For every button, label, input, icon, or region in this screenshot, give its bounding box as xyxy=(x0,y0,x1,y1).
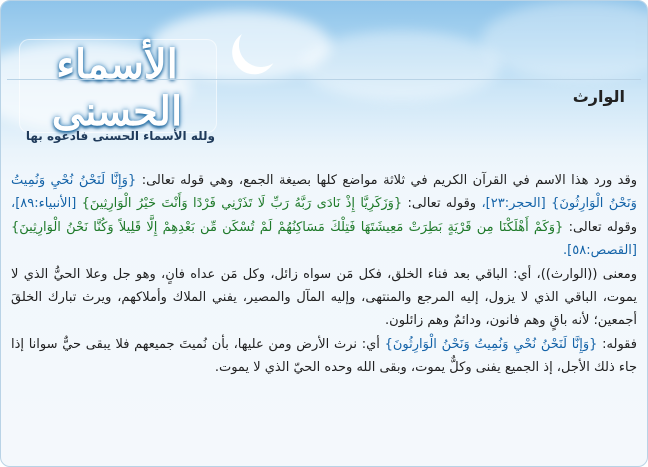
site-tagline: ولله الأسماء الحسنى فادعوه بها xyxy=(25,129,215,143)
p1-intro: وقد ورد هذا الاسم في القرآن الكريم في ثلاثة مواضع كلها بصيغة الجمع، وهي قوله تعالى: xyxy=(141,173,637,188)
paragraph-2: ومعنى ((الوارث))، أي: الباقي بعد فناء الخلق، فكل مَن سواه زائل، وكل مَن عداه فانٍ، وهو جل وعلا الحيُّ الذي لا يموت، الباقي الذي لا يزول، إليه المرجع والمنتهى، وإليه المآل والمصير، يفني الملاك وأملاكهم، ويرث تبارك الخلقَ أجمعين؛ لأنه باقٍ وهم فانون، ودائمٌ وهم زائلون. xyxy=(11,266,637,329)
site-logo: الأسماء الحسنى xyxy=(51,41,183,135)
paragraph-1 xyxy=(11,169,637,263)
p3-text: أي: نرث الأرض ومن عليها، بأن نُميتَ جميعهم فلا يبقى حيٌّ سوانا إذا جاء ذلك الأجل، إذ الجميع يفنى وكلٌّ يموت، وبقى الله وحده الحيّ الذي لا يموت. xyxy=(11,336,637,376)
ref-anbiya: [الأنبياء:٨٩]، xyxy=(11,196,77,212)
verse-hijr: {وَإِنَّا لَنَحْنُ نُحْيِ وَنُمِيتُ وَنَحْنُ الْوَارِثُونَ} xyxy=(11,173,637,212)
title-divider xyxy=(7,79,641,114)
verse-qasas: {وَكَمْ أَهْلَكْنَا مِن قَرْيَةٍ بَطِرَتْ مَعِيشَتَهَا فَتِلْكَ مَسَاكِنُهُمْ لَمْ تُسْكَن مِّن بَعْدِهِمْ إِلَّا قَلِيلاً وَكُنَّا نَحْنُ الْوَارِثِينَ} xyxy=(11,219,564,235)
article-body xyxy=(11,169,637,461)
ref-hijr: [الحجر:٢٣]، xyxy=(481,196,546,212)
p1-mid2: وقوله تعالى: xyxy=(568,219,637,235)
verse-anbiya: {وَزَكَرِيَّا إِذْ نَادَى رَبَّهُ رَبِّ لَا تَذَرْنِي فَرْدًا وَأَنْتَ خَيْرُ الْوَارِثِينَ} xyxy=(81,196,403,212)
verse-hijr-repeat: {وَإِنَّا لَنَحْنُ نُحْيِ وَنُمِيتُ وَنَحْنُ الْوَارِثُونَ} xyxy=(384,336,598,352)
p3-intro: فقوله: xyxy=(602,336,637,352)
p1-mid1: وقوله تعالى: xyxy=(407,196,477,212)
paragraph-3 xyxy=(11,333,637,380)
page-title: الوارث xyxy=(572,87,625,106)
ref-qasas: [القصص:٥٨]. xyxy=(563,243,637,259)
